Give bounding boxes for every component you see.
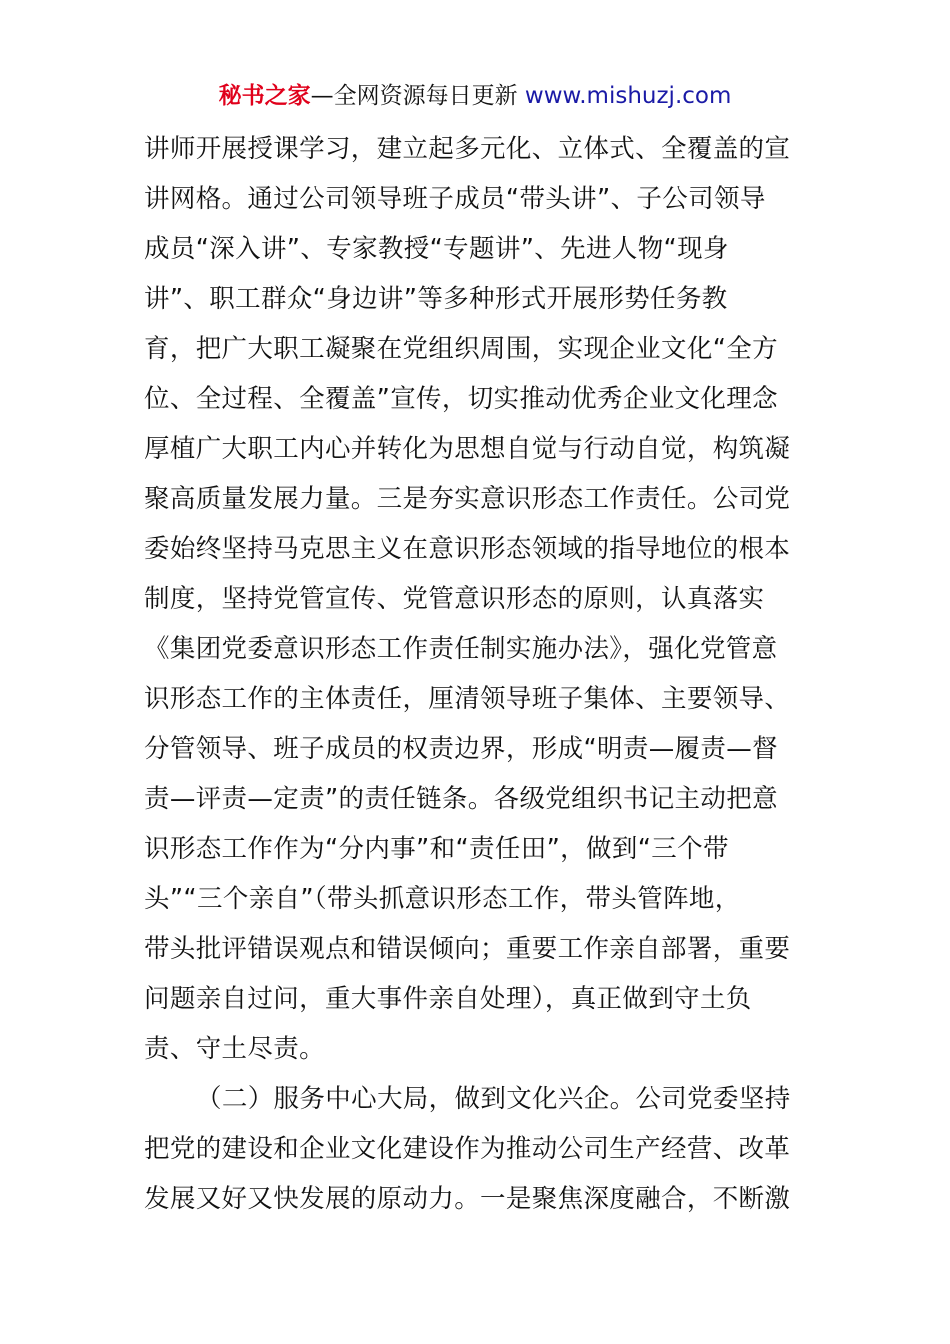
text-line: 聚高质量发展力量。三是夯实意识形态工作责任。公司党 (144, 484, 791, 514)
header-tagline: —全网资源每日更新 (310, 83, 525, 109)
text-line: 识形态工作的主体责任，厘清领导班子集体、主要领导、 (144, 684, 791, 714)
text-line: 分管领导、班子成员的权责边界，形成“明责—履责—督 (144, 734, 778, 764)
site-url-link[interactable]: www.mishuzj.com (524, 83, 732, 109)
site-header (0, 80, 950, 112)
document-body (144, 124, 814, 1224)
brand-name: 秘书之家 (218, 83, 311, 109)
text-line: 讲”、职工群众“身边讲”等多种形式开展形势任务教 (144, 284, 728, 314)
text-line: 制度，坚持党管宣传、党管意识形态的原则，认真落实 (144, 584, 765, 614)
text-line: 讲网格。通过公司领导班子成员“带头讲”、子公司领导 (144, 184, 766, 214)
text-line: 育，把广大职工凝聚在党组织周围，实现企业文化“全方 (144, 334, 778, 364)
text-line: 把党的建设和企业文化建设作为推动公司生产经营、改革 (144, 1134, 791, 1164)
text-line: 识形态工作作为“分内事”和“责任田”，做到“三个带 (144, 834, 729, 864)
text-line: 《集团党委意识形态工作责任制实施办法》，强化党管意 (144, 634, 778, 664)
section-heading-line: （二）服务中心大局，做到文化兴企。公司党委坚持 (196, 1084, 791, 1114)
text-line: 讲师开展授课学习，建立起多元化、立体式、全覆盖的宣 (144, 134, 791, 164)
text-line: 问题亲自过问，重大事件亲自处理），真正做到守土负 (144, 984, 752, 1014)
text-line: 发展又好又快发展的原动力。一是聚焦深度融合，不断激 (144, 1184, 791, 1214)
text-line: 带头批评错误观点和错误倾向；重要工作亲自部署，重要 (144, 934, 791, 964)
text-line: 委始终坚持马克思主义在意识形态领域的指导地位的根本 (144, 534, 791, 564)
text-line: 厚植广大职工内心并转化为思想自觉与行动自觉，构筑凝 (144, 434, 791, 464)
text-line: 责—评责—定责”的责任链条。各级党组织书记主动把意 (144, 784, 778, 814)
text-line: 责、守土尽责。 (144, 1034, 325, 1064)
text-line: 头”“三个亲自”（带头抓意识形态工作，带头管阵地， (144, 884, 741, 914)
text-line: 成员“深入讲”、专家教授“专题讲”、先进人物“现身 (144, 234, 729, 264)
text-line: 位、全过程、全覆盖”宣传，切实推动优秀企业文化理念 (144, 384, 778, 414)
